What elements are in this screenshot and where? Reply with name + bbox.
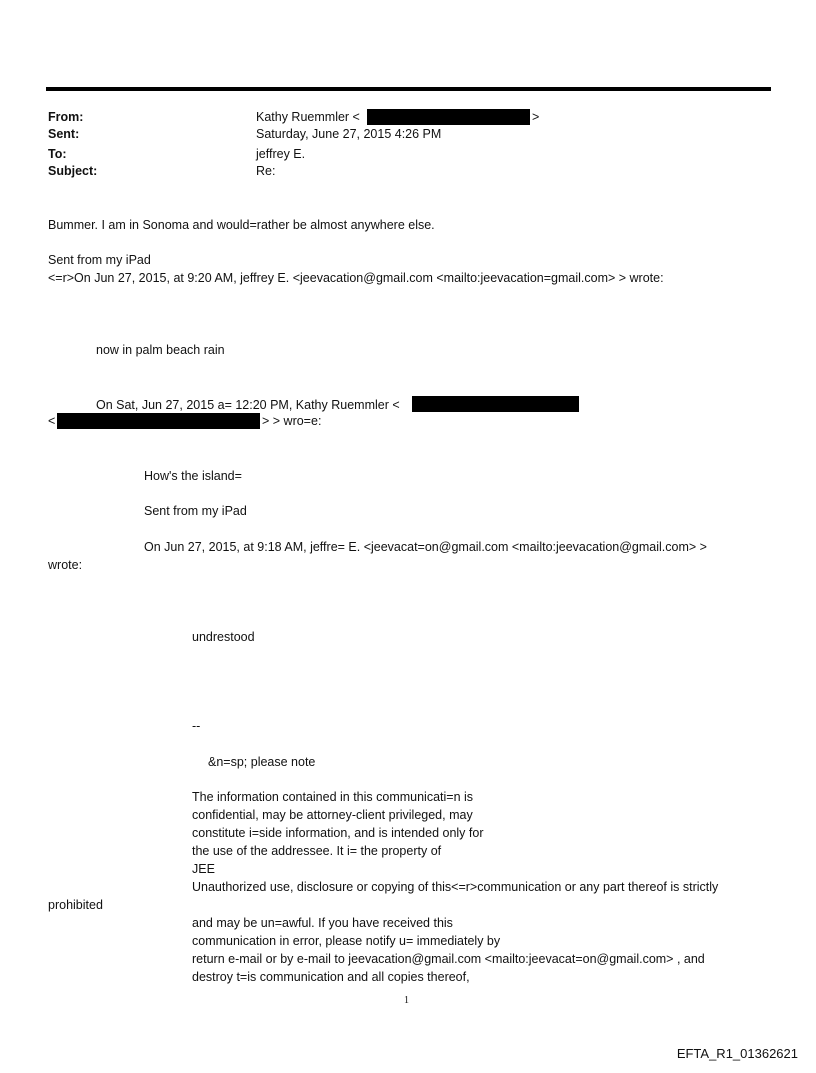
subject-value: Re: bbox=[256, 164, 276, 178]
to-value: jeffrey E. bbox=[256, 147, 306, 161]
body-line: How's the island= bbox=[144, 469, 242, 483]
body-line: > > wro=e: bbox=[262, 414, 322, 428]
body-line: Bummer. I am in Sonoma and would=rather be almost anywhere else. bbox=[48, 218, 435, 232]
body-line: wrote: bbox=[48, 558, 83, 572]
body-line: On Jun 27, 2015, at 9:18 AM, jeffre= E. <jeevacat=on@gmail.com <mailto:jeevacation@gmail.com> > bbox=[144, 540, 707, 554]
body-line: return e-mail or by e-mail to jeevacation@gmail.com <mailto:jeevacat=on@gmail.com> , and bbox=[192, 952, 705, 966]
document-id: EFTA_R1_01362621 bbox=[676, 1046, 798, 1061]
from-value: Kathy Ruemmler < bbox=[256, 110, 360, 124]
from-label: From: bbox=[48, 110, 84, 124]
body-line: now in palm beach rain bbox=[96, 343, 225, 357]
redaction-box bbox=[367, 109, 530, 125]
body-line: -- bbox=[192, 719, 201, 733]
redaction-box bbox=[412, 396, 579, 412]
sent-value: Saturday, June 27, 2015 4:26 PM bbox=[256, 127, 442, 141]
body-line: destroy t=is communication and all copies thereof, bbox=[192, 970, 470, 984]
body-line: constitute i=side information, and is intended only for bbox=[192, 826, 484, 840]
body-line: undrestood bbox=[192, 630, 255, 644]
body-line: communication in error, please notify u= immediately by bbox=[192, 934, 501, 948]
redaction-box bbox=[57, 413, 260, 429]
page-number: 1 bbox=[404, 995, 409, 1006]
body-line: confidential, may be attorney-client privileged, may bbox=[192, 808, 473, 822]
subject-label: Subject: bbox=[48, 164, 98, 178]
body-line: < bbox=[48, 414, 56, 428]
body-line: The information contained in this communicati=n is bbox=[192, 790, 474, 804]
body-line: prohibited bbox=[48, 898, 103, 912]
body-line: JEE bbox=[192, 862, 215, 876]
sent-label: Sent: bbox=[48, 127, 80, 141]
to-label: To: bbox=[48, 147, 67, 161]
body-line: and may be un=awful. If you have received this bbox=[192, 916, 453, 930]
header-rule bbox=[46, 87, 771, 91]
body-line: Sent from my iPad bbox=[144, 504, 247, 518]
body-line: the use of the addressee. It i= the property of bbox=[192, 844, 442, 858]
body-line: <=r>On Jun 27, 2015, at 9:20 AM, jeffrey E. <jeevacation@gmail.com <mailto:jeevacation=gmail.com> > wrote: bbox=[48, 271, 664, 285]
body-line: &n=sp; please note bbox=[208, 755, 316, 769]
body-line: Unauthorized use, disclosure or copying of this<=r>communication or any part thereof is strictly bbox=[192, 880, 719, 894]
from-close: > bbox=[532, 110, 540, 124]
body-line: On Sat, Jun 27, 2015 a= 12:20 PM, Kathy Ruemmler < bbox=[96, 398, 400, 412]
body-line: Sent from my iPad bbox=[48, 253, 151, 267]
